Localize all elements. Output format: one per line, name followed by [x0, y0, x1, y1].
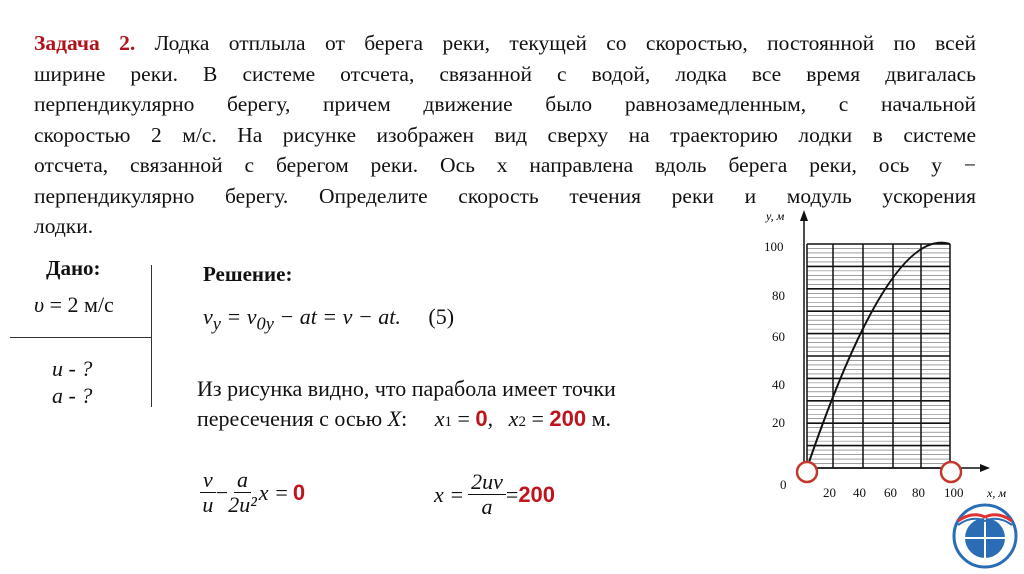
- numerator: v: [200, 468, 216, 493]
- find-a: a - ?: [52, 383, 93, 408]
- intersection-marker: [941, 462, 961, 482]
- eq-term: v: [203, 304, 213, 329]
- numerator: 2uv: [468, 470, 506, 495]
- eq-rest: x =: [258, 479, 289, 505]
- given-title: Дано:: [46, 256, 101, 280]
- olympiad-logo: [952, 503, 1018, 569]
- unit: м.: [586, 406, 611, 431]
- task-line: скоростью 2 м/с. На рисунке изображен вид сверху на траекторию лодки в системе: [34, 122, 976, 147]
- denominator: u: [202, 492, 214, 517]
- axis-name: X: [387, 406, 402, 431]
- y-tick-label: 20: [772, 415, 785, 430]
- v-symbol: υ: [34, 292, 45, 317]
- fraction: [468, 470, 506, 519]
- given-divider-vertical: [151, 265, 152, 407]
- x1-sub: 1: [444, 414, 452, 430]
- x-tick-label: 80: [912, 485, 925, 500]
- v-value: = 2 м/с: [44, 292, 114, 317]
- y-tick-label: 60: [772, 329, 785, 344]
- eq-value: 200: [518, 481, 556, 507]
- eq-lhs: x =: [434, 481, 465, 507]
- equation-velocity: [203, 304, 454, 334]
- y-tick-label: 40: [772, 377, 785, 392]
- x-tick-label: 20: [823, 485, 836, 500]
- eq-number: (5): [428, 304, 455, 329]
- denominator: 2u²: [228, 492, 257, 517]
- eq-sub: 0y: [256, 313, 274, 334]
- solution-title: Решение:: [203, 262, 293, 286]
- eq-term: − at = v − at.: [273, 304, 401, 329]
- task-line: Лодка отплыла от берега реки, текущей со скоростью, постоянной по всей: [135, 31, 976, 55]
- text: :: [401, 406, 408, 431]
- numerator: a: [234, 468, 251, 493]
- fraction: [228, 468, 257, 517]
- x-axis-label: x, м: [987, 486, 1006, 500]
- minus: −: [215, 479, 229, 505]
- eq: =: [525, 406, 550, 431]
- eq-value: 0: [292, 479, 306, 505]
- task-label: Задача 2.: [34, 31, 136, 55]
- y-tick-label: 100: [764, 239, 784, 254]
- trajectory-figure: [740, 200, 1024, 530]
- solution-text-line: Из рисунка видно, что парабола имеет точки: [197, 376, 616, 401]
- given-velocity: [34, 292, 114, 318]
- task-line: перпендикулярно берегу, причем движение было равнозамедленным, с начальной: [34, 92, 976, 116]
- equation-roots: [200, 468, 305, 517]
- task-line: перпендикулярно берегу. Определите скорость течения реки и модуль ускорения: [34, 183, 976, 208]
- denominator: a: [481, 494, 493, 519]
- equation-x: [434, 470, 555, 519]
- origin-label: 0: [780, 477, 787, 492]
- find-u: u - ?: [52, 356, 93, 381]
- task-line: ширине реки. В системе отсчета, связанной с водой, лодка все время двигалась: [34, 61, 976, 86]
- eq: =: [452, 406, 476, 431]
- x-tick-label: 40: [853, 485, 866, 500]
- x1-value: 0: [475, 406, 488, 431]
- fraction: [200, 468, 216, 517]
- y-tick-label: 80: [772, 288, 785, 303]
- x-tick-label: 60: [884, 485, 897, 500]
- x2-value: 200: [549, 406, 587, 431]
- x2-sub: 2: [518, 414, 526, 430]
- text: пересечения с осью: [197, 406, 388, 431]
- task-line: лодки.: [34, 214, 94, 238]
- comma: ,: [487, 406, 494, 431]
- eq-sub: y: [212, 313, 221, 334]
- x1: x: [434, 406, 445, 431]
- y-axis-arrow: [800, 210, 808, 221]
- x2: x: [508, 406, 519, 431]
- y-axis-label: y, м: [766, 209, 785, 223]
- given-divider-horizontal: [10, 337, 151, 338]
- solution-intersections: [197, 406, 611, 432]
- x-tick-label: 100: [944, 485, 964, 500]
- grid: [807, 244, 950, 468]
- task-line: отсчета, связанной с берегом реки. Ось x направлена вдоль берега реки, ось y −: [34, 153, 976, 177]
- eq-term: = v: [220, 304, 257, 329]
- x-axis-arrow: [980, 464, 990, 472]
- eq: =: [505, 481, 519, 507]
- intersection-marker: [797, 462, 817, 482]
